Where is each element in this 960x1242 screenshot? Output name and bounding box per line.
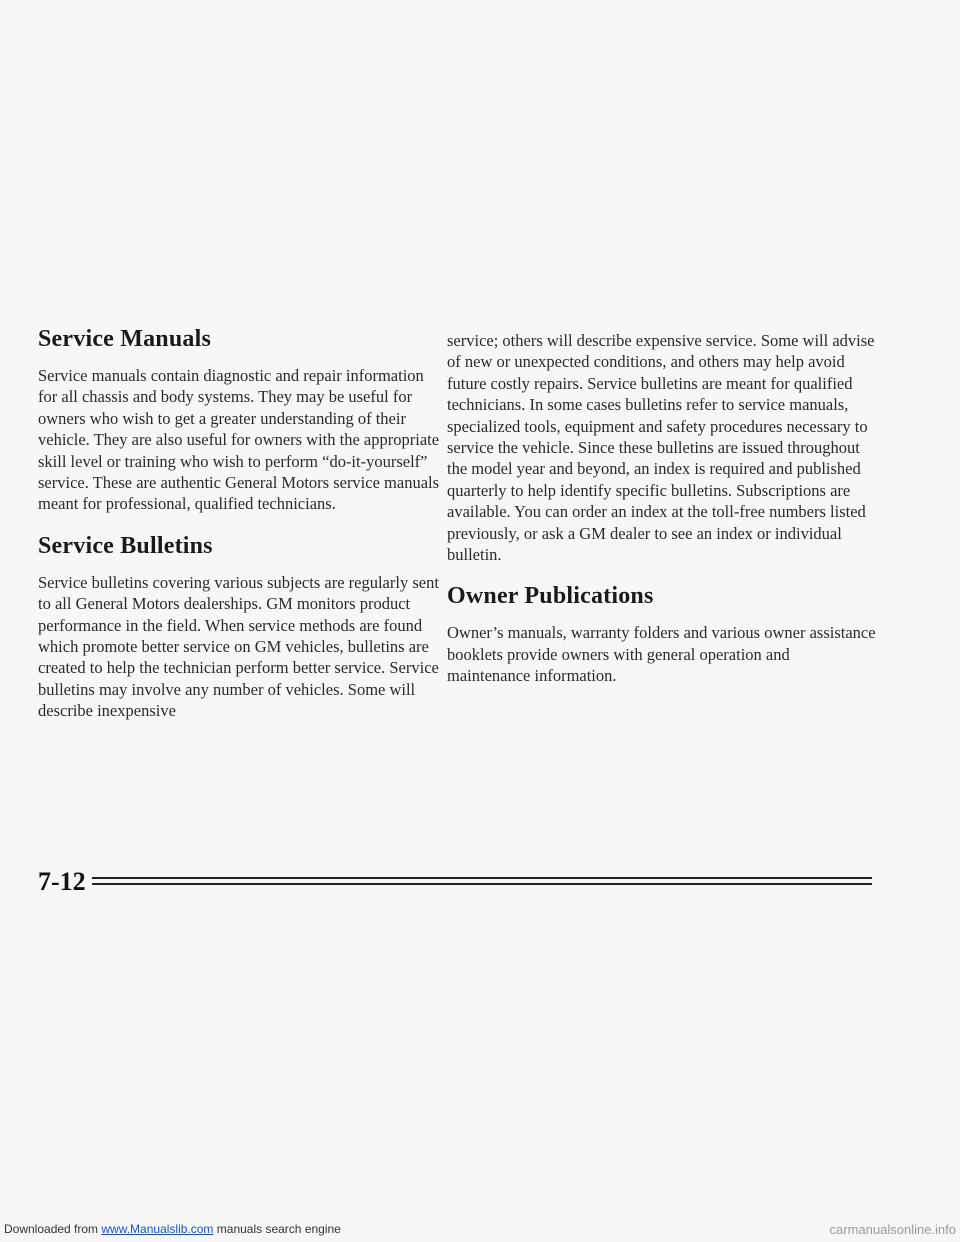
section-continuation bbox=[447, 330, 877, 565]
continuation-text: service; others will describe expensive service. Some will advise of new or unexpected conditions, and others may help avoid future costly repairs. Service bulletins are meant for qualified technicians. In some cases bulletins refer to service manuals, specialized tools, equipment and safety procedures necessary to service the vehicle. Since these bulletins are issued throughout the model year and beyond, an index is required and published quarterly to help identify specific bulletins. Subscriptions are available. You can order an index at the toll-free numbers listed previously, or ask a GM dealer to see an index or individual bulletin. bbox=[447, 331, 875, 565]
section-heading: Owner Publications bbox=[447, 583, 654, 610]
section-owner-publications bbox=[447, 583, 877, 686]
section-service-manuals bbox=[38, 326, 446, 515]
footer-rule bbox=[92, 883, 872, 885]
section-body: Service manuals contain diagnostic and repair information for all chassis and body systems. They may be useful for owners who wish to get a greater understanding of their vehicle. They are also useful for owners with the appropriate skill level or training who wish to perform “do-it-yourself” service. These are authentic General Motors service manuals meant for professional, qualified technicians. bbox=[38, 366, 440, 514]
section-service-bulletins bbox=[38, 533, 446, 722]
download-watermark: Downloaded from www.Manualslib.com manuals search engine bbox=[4, 1222, 341, 1236]
page-footer bbox=[38, 867, 872, 895]
right-column bbox=[447, 330, 877, 687]
site-watermark: carmanualsonline.info bbox=[829, 1222, 956, 1237]
section-body: Owner’s manuals, warranty folders and various owner assistance booklets provide owners with general operation and maintenance information. bbox=[447, 623, 876, 686]
section-heading: Service Manuals bbox=[38, 326, 211, 352]
page-number: 7-12 bbox=[38, 867, 86, 896]
manualslib-link[interactable]: www.Manualslib.com bbox=[101, 1222, 214, 1236]
left-column bbox=[38, 326, 446, 722]
section-heading: Service Bulletins bbox=[38, 532, 213, 559]
section-body: Service bulletins covering various subjects are regularly sent to all General Motors dealerships. GM monitors product performance in the field. When service methods are found which promote better service on GM vehicles, bulletins are created to help the technician perform better service. Service bulletins may involve any number of vehicles. Some will describe inexpensive bbox=[38, 572, 439, 721]
footer-rule bbox=[92, 877, 872, 879]
